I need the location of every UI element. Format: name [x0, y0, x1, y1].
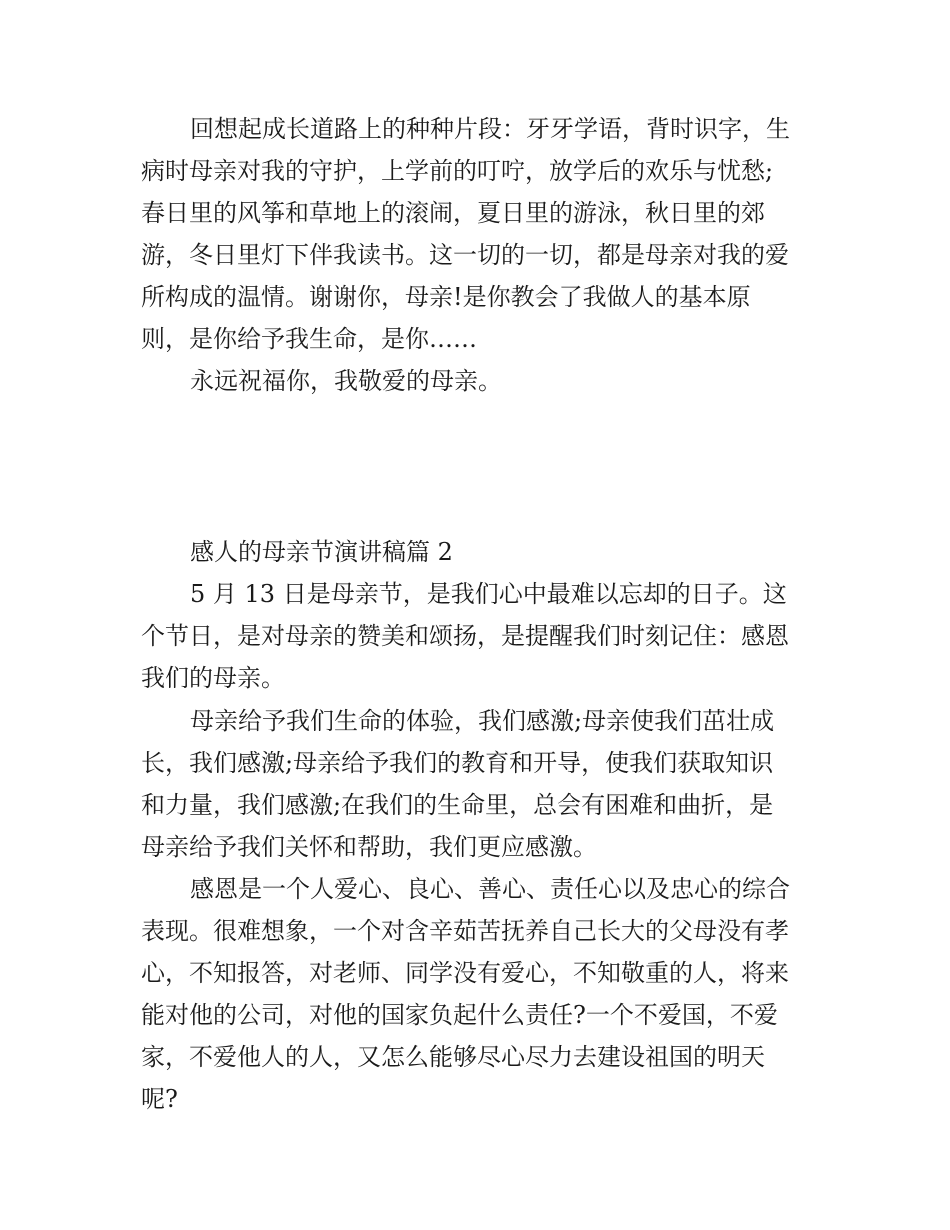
paragraph-2-line-1: 永远祝福你，我敬爱的母亲。	[190, 367, 502, 395]
paragraph-1-line-3: 春日里的风筝和草地上的滚闹，夏日里的游泳，秋日里的郊	[141, 199, 765, 227]
paragraph-5-line-5: 家，不爱他人的人，又怎么能够尽心尽力去建设祖国的明天	[141, 1043, 765, 1071]
paragraph-5-line-2: 表现。很难想象，一个对含辛茹苦抚养自己长大的父母没有孝	[141, 917, 789, 945]
section-title: 感人的母亲节演讲稿篇 2	[190, 538, 453, 566]
paragraph-5-line-4: 能对他的公司，对他的国家负起什么责任?一个不爱国，不爱	[141, 1001, 778, 1029]
paragraph-1-line-6: 则，是你给予我生命，是你……	[141, 325, 477, 353]
paragraph-1-line-4: 游，冬日里灯下伴我读书。这一切的一切，都是母亲对我的爱	[141, 241, 789, 269]
paragraph-4-line-2: 长，我们感激;母亲给予我们的教育和开导，使我们获取知识	[141, 749, 774, 777]
paragraph-3-line-3: 我们的母亲。	[141, 664, 285, 692]
paragraph-1-line-1: 回想起成长道路上的种种片段：牙牙学语，背时识字，生	[190, 115, 790, 143]
paragraph-5-line-1: 感恩是一个人爱心、良心、善心、责任心以及忠心的综合	[190, 875, 790, 903]
paragraph-5-line-6: 呢?	[141, 1085, 178, 1113]
paragraph-3-line-2: 个节日，是对母亲的赞美和颂扬，是提醒我们时刻记住：感恩	[141, 622, 789, 650]
paragraph-5-line-3: 心，不知报答，对老师、同学没有爱心，不知敬重的人，将来	[141, 959, 789, 987]
paragraph-1-line-5: 所构成的温情。谢谢你，母亲!是你教会了我做人的基本原	[141, 283, 751, 311]
paragraph-3-line-1: 5 月 13 日是母亲节，是我们心中最难以忘却的日子。这	[190, 580, 787, 608]
paragraph-4-line-4: 母亲给予我们关怀和帮助，我们更应感激。	[141, 833, 597, 861]
paragraph-4-line-3: 和力量，我们感激;在我们的生命里，总会有困难和曲折，是	[141, 791, 774, 819]
paragraph-4-line-1: 母亲给予我们生命的体验，我们感激;母亲使我们茁壮成	[190, 707, 775, 735]
paragraph-1-line-2: 病时母亲对我的守护，上学前的叮咛，放学后的欢乐与忧愁;	[141, 157, 774, 185]
